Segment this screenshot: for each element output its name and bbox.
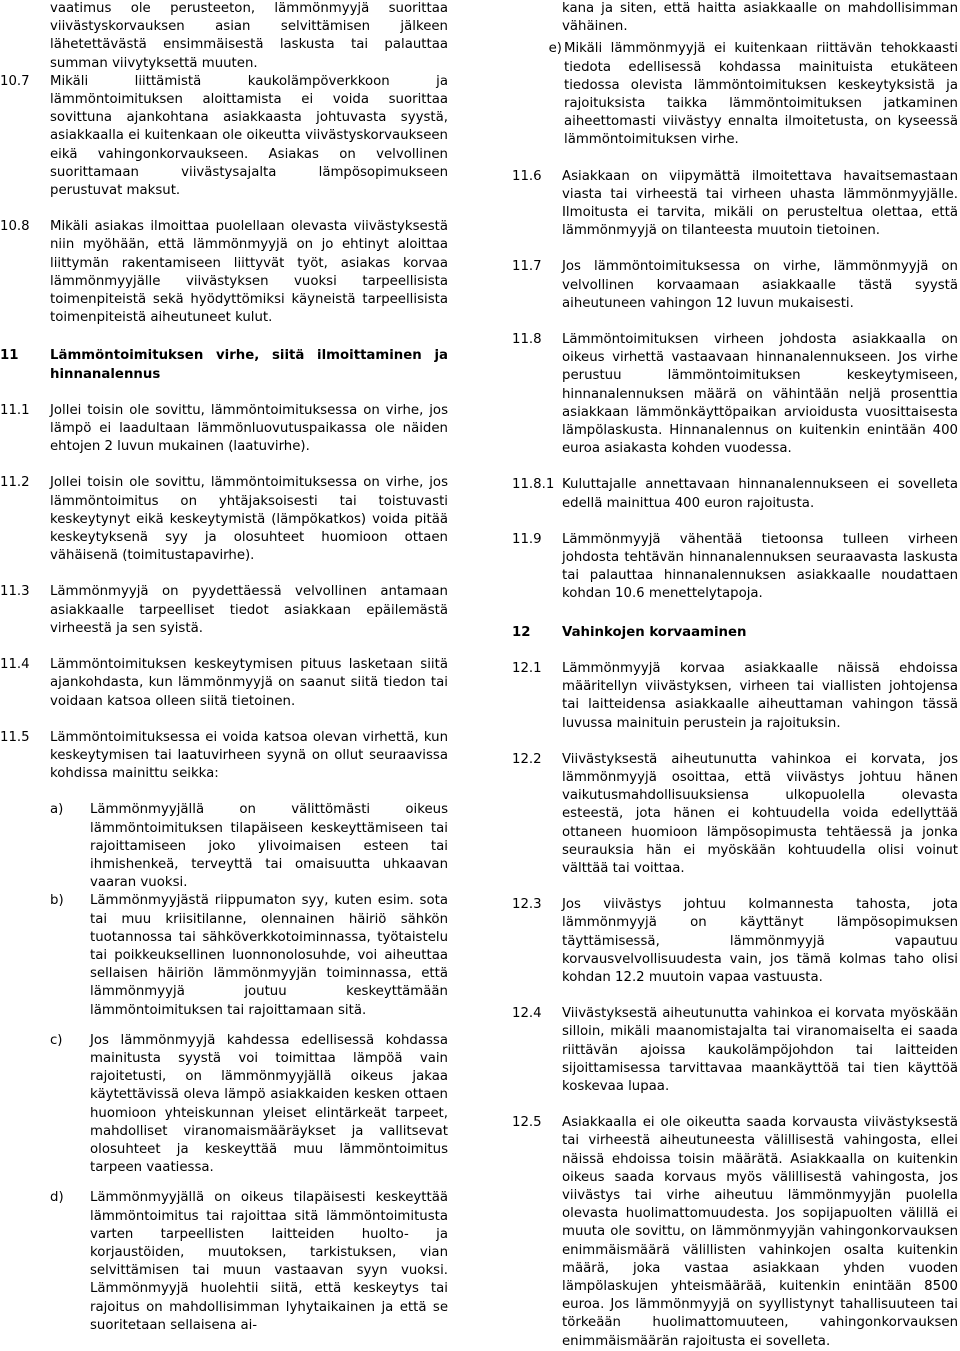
section-number: 11.1 bbox=[0, 402, 30, 418]
section-11-7 bbox=[512, 258, 958, 313]
section-11-6 bbox=[512, 168, 958, 241]
section-number: 11.7 bbox=[512, 259, 542, 275]
continued-item-d bbox=[512, 0, 958, 36]
section-text: Lämmönmyyjä vähentää tietoonsa tulleen virheen johdosta tehtävän hinnanalennuksen seuraavasta laskusta tai palauttaa hinnanalennuksen asiakkaalle noudattaen kohdan 10.6 menettelytapoja. bbox=[562, 531, 958, 602]
section-11-9 bbox=[512, 531, 958, 604]
section-number: 11.5 bbox=[0, 729, 30, 745]
section-number: 12.3 bbox=[512, 897, 542, 913]
list-text: Mikäli lämmönmyyjä ei kuitenkaan riittävän tehokkaasti tiedota edellisessä kohdassa mainituista etukäteen tiedossa olevista lämmöntoimituksen keskeytyksistä ja rajoituksista taikka lämmöntoimituksen jatkaminen aiheettomasti viivästyy ennalta ilmoitetusta, on kyseessä lämmöntoimituksen virhe. bbox=[564, 41, 958, 148]
list-text: Lämmönmyyjällä on välittömästi oikeus lämmöntoimituksen tilapäiseen keskeyttämiseen tai rajoittamiseen joko ylivoimaisen esteen tai ihmishenkeä, terveyttä tai omaisuutta uhkaavan vaaran vuoksi. bbox=[90, 802, 448, 891]
section-text: Kuluttajalle annettavaan hinnanalennukseen ei sovelleta edellä mainittua 400 euron rajoitusta. bbox=[562, 477, 958, 511]
heading-number: 11 bbox=[0, 348, 19, 364]
continued-text: kana ja siten, että haitta asiakkaalle on mahdollisimman vähäinen. bbox=[562, 1, 958, 35]
section-number: 10.8 bbox=[0, 219, 30, 235]
section-11-2 bbox=[0, 474, 448, 565]
section-text: Viivästyksestä aiheutunutta vahinkoa ei korvata, jos lämmönmyyjä osoittaa, että viivästys johtuu hänen vaikutusmahdollisuuksiensa ulkopuolella olevasta esteestä, jota hänen ei kohtuudella voida edellyttää ottaneen huomioon lämpösopimusta tehtäessä ja jonka seurauksia hän ei myöskään kohtuudella olisi voinut välttää tai voittaa. bbox=[562, 751, 958, 876]
heading-text: Vahinkojen korvaaminen bbox=[562, 624, 747, 640]
heading-11 bbox=[0, 347, 448, 383]
section-text: Jos lämmöntoimituksessa on virhe, lämmönmyyjä on velvollinen korvaamaan asiakkaalle tästä syystä aiheutuneen vahingon 12 luvun mukaisesti. bbox=[562, 259, 958, 311]
list-item-c bbox=[50, 1032, 448, 1178]
section-text: Lämmöntoimituksen virheen johdosta asiakkaalla on oikeus virhettä vastaavaan hinnanalennukseen. Jos virhe perustuu lämmöntoimituksen keskeytymiseen, hinnanalennuksen määrä on vähintään neljä prosenttia asiakkaan lämmönkäyttöpaikan arvioidusta vuosittaisesta lämpölaskusta. Hinnanalennus on kuitenkin enintään 400 euroa asiakasta kohden vuodessa. bbox=[562, 332, 958, 457]
intro-paragraph bbox=[0, 0, 448, 73]
section-number: 12.5 bbox=[512, 1115, 542, 1131]
section-number: 10.7 bbox=[0, 73, 30, 89]
section-text: Lämmönmyyjä korvaa asiakkaalle näissä ehdoissa määritellyn viivästyksen, virheen tai viallisten johtojensa tai laitteidensa asiakkaalle aiheuttaman vahingon tässä luvussa mainituin perustein ja rajoituksin. bbox=[562, 660, 958, 731]
list-item-d bbox=[50, 1189, 448, 1335]
section-11-4 bbox=[0, 656, 448, 711]
section-12-3 bbox=[512, 896, 958, 987]
section-text: Lämmöntoimituksen keskeytymisen pituus lasketaan siitä ajankohdasta, kun lämmönmyyjä on saanut siitä tiedon tai voidaan katsoa olleen siitä tietoinen. bbox=[50, 657, 448, 709]
list-text: Jos lämmönmyyjä kahdessa edellisessä kohdassa mainitusta syystä voi toimittaa lämpöä vain rajoitetusti, on lämmönmyyjällä oikeus jakaa käytettävissä oleva lämpö asiakkaiden kesken ottaen huomioon yhteiskunnan yleiset elintärkeät tarpeet, mahdolliset viranomaismääräykset ja vallitsevat olosuhteet ja keskeyttää muu lämmöntoimitus tarpeen vaatiessa. bbox=[90, 1032, 448, 1176]
section-text: Lämmöntoimituksessa ei voida katsoa olevan virhettä, kun keskeytymisen tai laatuvirheen syynä on ollut seuraavissa kohdissa mainittu seikka: bbox=[50, 729, 448, 782]
list-item-a bbox=[50, 801, 448, 892]
list-label: c) bbox=[50, 1032, 63, 1048]
section-number: 12.2 bbox=[512, 751, 542, 767]
section-text: Asiakkaalla ei ole oikeutta saada korvausta viivästyksestä tai virheestä aiheutuneesta välillisestä vahingosta, ellei näissä ehdoissa toisin määrätä. Asiakkaalla on kuitenkin oikeus saada korvaus myös välillisestä vahingosta, jos viivästys tai virhe aiheutuu lämmönmyyjän puolella olevasta huolimattomuudesta. Jos sopijapuolten välillä ei muuta ole sovittu, on lämmönmyyjän vahingonkorvauksen enimmäismäärä välillisten vahinkojen osalta kuitenkin määrä, joka vastaa asiakkaan yhden vuoden lämpölaskujen yhteismäärää, kuitenkin enintään 8500 euroa. Jos lämmönmyyjä on syyllistynyt tahallisuuteen tai törkeään huolimattomuuteen, vahingonkorvauksen enimmäismäärän rajoitusta ei sovelleta. bbox=[562, 1115, 958, 1349]
section-text: Jos viivästys johtuu kolmannesta tahosta, jota lämmönmyyjä on käyttänyt lämpösopimuksen täyttämisessä, lämmönmyyjä vapautuu korvausvelvollisuudesta vain, jos tämä kolmas taho olisi kohdan 12.2 muutoin vapaa vastuusta. bbox=[562, 897, 958, 985]
list-label: e) bbox=[548, 41, 562, 57]
section-text: Jollei toisin ole sovittu, lämmöntoimituksessa on virhe, jos lämpö ei laadultaan lämmönluovutuspaikassa ole näiden ehtojen 2 luvun mukainen (laatuvirhe). bbox=[50, 402, 448, 455]
list-item-e bbox=[512, 40, 958, 149]
section-number: 11.6 bbox=[512, 168, 542, 184]
section-number: 11.4 bbox=[0, 657, 30, 673]
section-10-7 bbox=[0, 73, 448, 200]
list-text: Lämmönmyyjällä on oikeus tilapäisesti keskeyttää lämmöntoimitus tai rajoittaa sitä lämmöntoimitusta varten tarpeellisten laitteiden huolto- ja korjaustöiden, muutoksen, tarkistuksen, vian selvittämisen tai muun vastaavan syyn vuoksi. Lämmönmyyjä huolehtii siitä, että keskeytys tai rajoitus on mahdollisimman lyhytaikainen ja että se suoritetaan sellaisena ai- bbox=[90, 1190, 448, 1333]
list-label: b) bbox=[50, 893, 64, 909]
section-number: 11.8 bbox=[512, 332, 542, 348]
right-column bbox=[512, 0, 958, 1351]
section-number: 12.1 bbox=[512, 660, 542, 676]
section-text: Mikäli liittämistä kaukolämpöverkkoon ja lämmöntoimituksen aloittamista ei voida suorittaa sovittuna ajankohtana asiakkaasta johtuvasta syystä, asiakkaalla ei kuitenkaan ole oikeutta viivästyskorvaukseen eikä vahingonkorvaukseen. Asiakas on velvollinen suorittamaan viivästysajalta lämpösopimukseen perustuvat maksut. bbox=[50, 73, 448, 199]
section-number: 11.9 bbox=[512, 531, 542, 547]
section-11-5 bbox=[0, 729, 448, 1335]
list-item-b bbox=[50, 892, 448, 1019]
section-text: Viivästyksestä aiheutunutta vahinkoa ei korvata myöskään silloin, mikäli maanomistajalta tai viranomaiselta ei saada riittävän ajoissa kaukolämpöjohdon tai laitteiden sijoittamisessa tarvittavaa maankäyttöä tai tien käyttöä koskevaa lupaa. bbox=[562, 1006, 958, 1094]
section-11-1 bbox=[0, 402, 448, 457]
section-number: 12.4 bbox=[512, 1006, 542, 1022]
section-number: 11.2 bbox=[0, 475, 30, 491]
heading-12 bbox=[512, 624, 958, 642]
section-12-2 bbox=[512, 751, 958, 878]
section-11-8 bbox=[512, 331, 958, 458]
section-number: 11.8.1 bbox=[512, 477, 555, 493]
heading-text: Lämmöntoimituksen virhe, siitä ilmoittaminen ja hinnanalennus bbox=[50, 348, 448, 382]
section-number: 11.3 bbox=[0, 584, 30, 600]
heading-number: 12 bbox=[512, 624, 531, 640]
section-text: Lämmönmyyjä on pyydettäessä velvollinen antamaan asiakkaalle tarpeelliset tiedot asiakkaan epäilemästä virheestä ja sen syistä. bbox=[50, 584, 448, 636]
section-text: Jollei toisin ole sovittu, lämmöntoimituksessa on virhe, jos lämmöntoimitus on yhtäjaksoisesti tai toistuvasti keskeytynyt eikä keskeytymistä (lämpökatkos) voida pitää keskeytyksenä syy ja olosuhteet huomioon ottaen vähäisenä (toimitustapavirhe). bbox=[50, 475, 448, 564]
left-column bbox=[0, 0, 448, 1335]
section-12-1 bbox=[512, 660, 958, 733]
intro-text: vaatimus ole perusteeton, lämmönmyyjä suorittaa viivästyskorvauksen asian selvittämisen jälkeen lähetettävästä ensimmäisestä laskusta tai palauttaa summan viivytyksettä muuten. bbox=[50, 1, 448, 71]
list-label: d) bbox=[50, 1190, 64, 1206]
section-text: Asiakkaan on viipymättä ilmoitettava havaitsemastaan viasta tai virheestä tai virheen uhasta lämmönmyyjälle. Ilmoitusta ei tarvita, mikäli on perusteltua olettaa, että lämmönmyyjä on tilanteesta muutoin tietoinen. bbox=[562, 168, 958, 239]
section-11-8-1 bbox=[512, 476, 958, 512]
section-11-3 bbox=[0, 583, 448, 638]
list-text: Lämmönmyyjästä riippumaton syy, kuten esim. sota tai muu kriisitilanne, olennainen häiriö sähkön tuotannossa tai sähköverkkotoiminnassa, työtaistelu tai poikkeuksellinen luonnonolosuhde, voi aiheuttaa sellaisen häiriön lämmönmyyjän toiminnassa, että lämmönmyyjä joutuu keskeyttämään lämmöntoimituksen tai rajoittamaan sitä. bbox=[90, 893, 448, 1018]
section-10-8 bbox=[0, 218, 448, 327]
section-12-5 bbox=[512, 1114, 958, 1351]
list-label: a) bbox=[50, 802, 64, 818]
section-12-4 bbox=[512, 1005, 958, 1096]
section-text: Mikäli asiakas ilmoittaa puolellaan olevasta viivästyksestä niin myöhään, että lämmönmyyjä on jo ehtinyt aloittaa liittymän rakentamiseen liittyvät työt, asiakas korvaa lämmönmyyjälle viivästyksen vuoksi tarpeellisista toimenpiteistä sekä hyödyttömiksi käyneistä tarpeellisista toimenpiteistä aiheutuneet kulut. bbox=[50, 219, 448, 326]
